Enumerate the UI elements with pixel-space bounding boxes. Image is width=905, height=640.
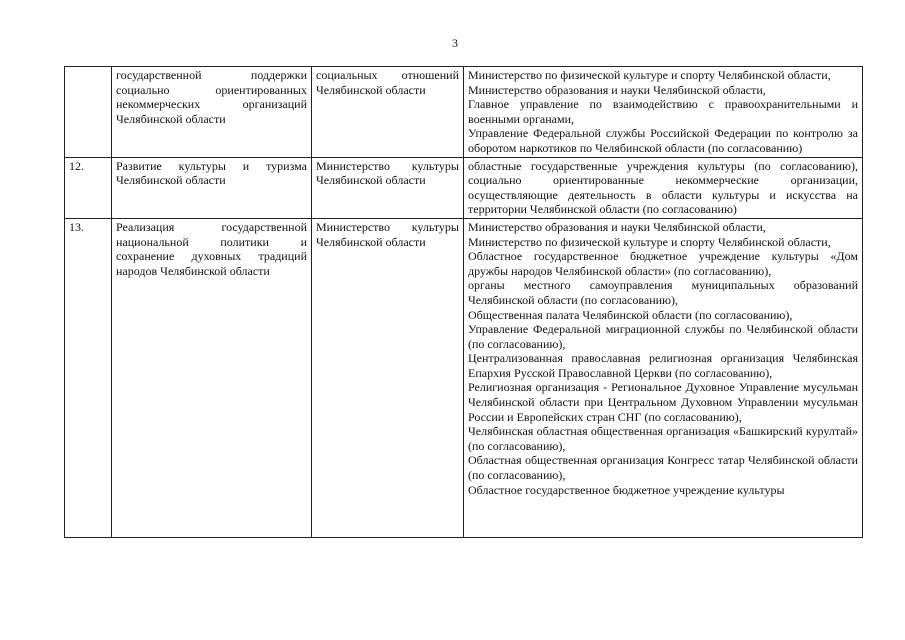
row-number (65, 67, 112, 158)
coexecutor-item: Управление Федеральной службы Российской Федерации по контролю за оборотом наркотиков по Челябинской области (по согласованию) (468, 126, 858, 155)
coexecutors-cell (464, 67, 863, 158)
responsible-executor: Министерство культуры Челябинской области (312, 218, 464, 537)
coexecutor-item: Министерство образования и науки Челябинской области, (468, 82, 766, 97)
coexecutor-item: Областная общественная организация Конгресс татар Челябинской области (по согласованию), (468, 453, 858, 483)
coexecutor-item: Общественная палата Челябинской области (по согласованию), (468, 307, 793, 322)
coexecutors-list (468, 220, 858, 536)
coexecutor-item: органы местного самоуправления муниципальных образований Челябинской области (по согласованию), (468, 278, 858, 307)
program-name: государственной поддержки социально ориентированных некоммерческих организаций Челябинской области (112, 67, 312, 158)
program-table (64, 66, 863, 538)
table-row (65, 157, 863, 218)
coexecutors-cell (464, 218, 863, 537)
page-number: 3 (452, 36, 458, 50)
coexecutor-item: Областное государственное бюджетное учреждение культуры «Дом дружбы народов Челябинской области» (по согласованию), (468, 249, 858, 278)
coexecutor-item: областные государственные учреждения культуры (по согласованию), социально ориентированные некоммерческие организации, осуществляющие деятельность в области культуры и искусства на территории Челябинской области (по согласованию) (468, 158, 858, 217)
coexecutor-item: Главное управление по взаимодействию с правоохранительными и военными органами, (468, 97, 858, 126)
responsible-executor: социальных отношений Челябинской области (312, 67, 464, 158)
row-number: 12. (65, 157, 112, 218)
row-number: 13. (65, 218, 112, 537)
coexecutor-item: Централизованная православная религиозная организация Челябинская Епархия Русской Православной Церкви (по согласованию), (468, 351, 858, 380)
coexecutor-item: Областное государственное бюджетное учреждение культуры (468, 482, 785, 497)
responsible-executor: Министерство культуры Челябинской области (312, 157, 464, 218)
table-row (65, 218, 863, 537)
coexecutor-item: Министерство образования и науки Челябинской области, (468, 219, 766, 234)
coexecutor-item: Управление Федеральной миграционной службы по Челябинской области (по согласованию), (468, 322, 858, 351)
program-name: Реализация государственной национальной политики и сохранение духовных традиций народов Челябинской области (112, 218, 312, 537)
coexecutor-item: Министерство по физической культуре и спорту Челябинской области, (468, 68, 831, 82)
table-row (65, 67, 863, 158)
coexecutor-item: Религиозная организация - Региональное Духовное Управление мусульман Челябинской области при Центральном Духовном Управлении мусульман России и Европейских стран СНГ (по согласованию), (468, 380, 858, 424)
coexecutor-item: Челябинская областная общественная организация «Башкирский курултай» (по согласованию), (468, 424, 858, 453)
coexecutor-item: Министерство по физической культуре и спорту Челябинской области, (468, 234, 831, 249)
program-name: Развитие культуры и туризма Челябинской области (112, 157, 312, 218)
coexecutors-cell (464, 157, 863, 218)
